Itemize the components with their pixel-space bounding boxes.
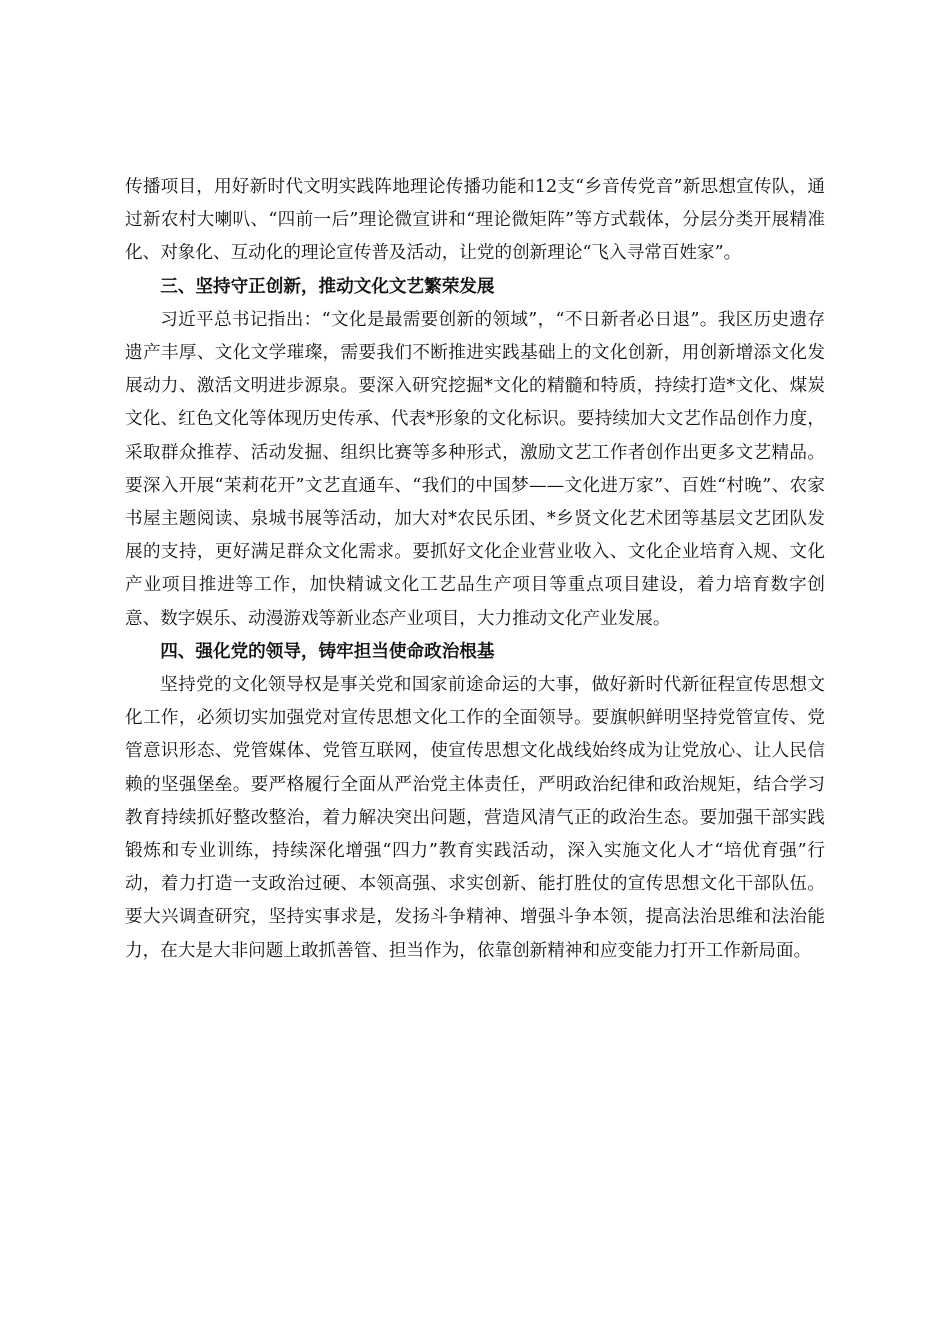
document-body [125, 171, 825, 968]
paragraph-section-three: 习近平总书记指出：“文化是最需要创新的领域”，“不日新者必日退”。我区历史遗存遗产丰厚、文化文学璀璨，需要我们不断推进实践基础上的文化创新，用创新增添文化发展动力、激活文明进步源泉。要深入研究挖掘*文化的精髓和特质，持续打造*文化、煤炭文化、红色文化等体现历史传承、代表*形象的文化标识。要持续加大文艺作品创作力度，采取群众推荐、活动发掘、组织比赛等多种形式，激励文艺工作者创作出更多文艺精品。要深入开展“茉莉花开”文艺直通车、“我们的中国梦——文化进万家”、百姓“村晚”、农家书屋主题阅读、泉城书展等活动，加大对*农民乐团、*乡贤文化艺术团等基层文艺团队发展的支持，更好满足群众文化需求。要抓好文化企业营业收入、文化企业培育入规、文化产业项目推进等工作，加快精诚文化工艺品生产项目等重点项目建设，着力培育数字创意、数字娱乐、动漫游戏等新业态产业项目，大力推动文化产业发展。 [125, 309, 825, 629]
paragraph-continued-section-two: 传播项目，用好新时代文明实践阵地理论传播功能和12支“乡音传党音”新思想宣传队，通过新农村大喇叭、“四前一后”理论微宣讲和“理论微矩阵”等方式载体，分层分类开展精准化、对象化、互动化的理论宣传普及活动，让党的创新理论“飞入寻常百姓家”。 [125, 177, 825, 264]
section-heading-four: 四、强化党的领导，铸牢担当使命政治根基 [160, 641, 495, 662]
paragraph-section-four: 坚持党的文化领导权是事关党和国家前途命运的大事，做好新时代新征程宣传思想文化工作，必须切实加强党对宣传思想文化工作的全面领导。要旗帜鲜明坚持党管宣传、党管意识形态、党管媒体、党管互联网，使宣传思想文化战线始终成为让党放心、让人民信赖的坚强堡垒。要严格履行全面从严治党主体责任，严明政治纪律和政治规矩，结合学习教育持续抓好整改整治，着力解决突出问题，营造风清气正的政治生态。要加强干部实践锻炼和专业训练，持续深化增强“四力”教育实践活动，深入实施文化人才“培优育强”行动，着力打造一支政治过硬、本领高强、求实创新、能打胜仗的宣传思想文化干部队伍。要大兴调查研究，坚持实事求是，发扬斗争精神、增强斗争本领，提高法治思维和法治能力，在大是大非问题上敢抓善管、担当作为，依靠创新精神和应变能力打开工作新局面。 [125, 675, 825, 961]
section-heading-three: 三、坚持守正创新，推动文化文艺繁荣发展 [160, 276, 495, 297]
